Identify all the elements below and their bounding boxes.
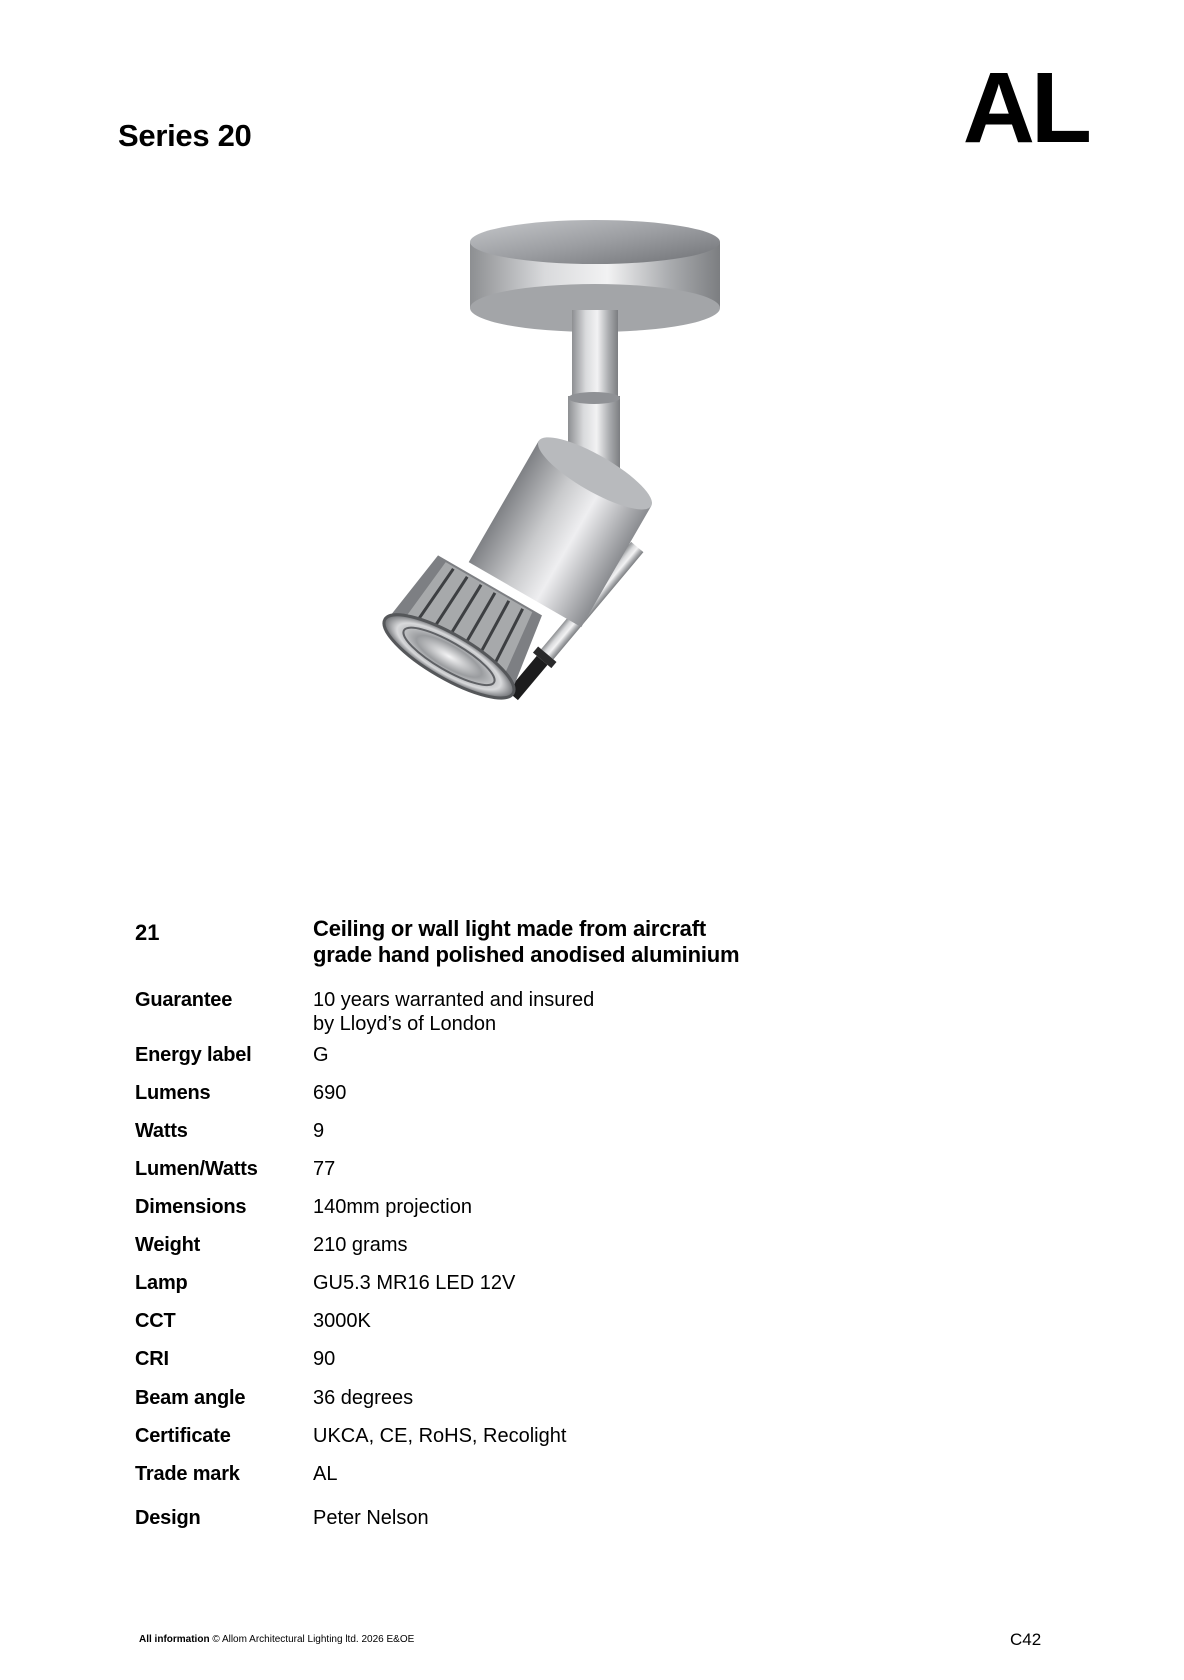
footer-copyright [139, 1634, 414, 1645]
spec-label: Lumens [135, 1082, 211, 1104]
spec-label: Guarantee [135, 989, 233, 1011]
brand-logo: AL [962, 52, 1088, 164]
spec-label: CRI [135, 1348, 169, 1370]
spec-value-line: by Lloyd’s of London [313, 1013, 497, 1035]
spec-label: Dimensions [135, 1196, 247, 1218]
product-description-line: Ceiling or wall light made from aircraft [313, 916, 706, 941]
spec-label: Design [135, 1507, 201, 1529]
spec-value: 690 [313, 1082, 347, 1104]
spec-value: UKCA, CE, RoHS, Recolight [313, 1425, 567, 1447]
footer-info-text: © Allom Architectural Lighting ltd. 2026 E&OE [212, 1634, 415, 1645]
spec-value: G [313, 1044, 329, 1066]
product-description-line: grade hand polished anodised aluminium [313, 942, 740, 967]
spec-label: Weight [135, 1234, 201, 1256]
spec-value: 3000K [313, 1310, 371, 1332]
spec-value: GU5.3 MR16 LED 12V [313, 1272, 516, 1294]
series-title: Series 20 [118, 118, 252, 153]
spec-value: Peter Nelson [313, 1507, 429, 1529]
spec-label: Beam angle [135, 1387, 246, 1409]
spec-label: Trade mark [135, 1463, 240, 1485]
product-description [313, 916, 783, 968]
spec-value: 90 [313, 1348, 336, 1370]
spec-value: 9 [313, 1120, 325, 1142]
spec-label: Lamp [135, 1272, 188, 1294]
footer-info-label: All information [139, 1634, 210, 1645]
spec-label: Certificate [135, 1425, 231, 1447]
spec-label: CCT [135, 1310, 176, 1332]
spec-value: 140mm projection [313, 1196, 472, 1218]
spec-value: AL [313, 1463, 338, 1485]
spec-label: Watts [135, 1120, 188, 1142]
spec-value: 36 degrees [313, 1387, 414, 1409]
spec-label: Lumen/Watts [135, 1158, 258, 1180]
product-number: 21 [135, 920, 160, 945]
page-number: C42 [1010, 1630, 1042, 1649]
spec-value-line: 10 years warranted and insured [313, 989, 595, 1011]
spotlight-product-photo [360, 210, 760, 730]
spec-value [313, 988, 733, 1036]
spec-value: 77 [313, 1158, 336, 1180]
spec-label: Energy label [135, 1044, 252, 1066]
spec-value: 210 grams [313, 1234, 408, 1256]
